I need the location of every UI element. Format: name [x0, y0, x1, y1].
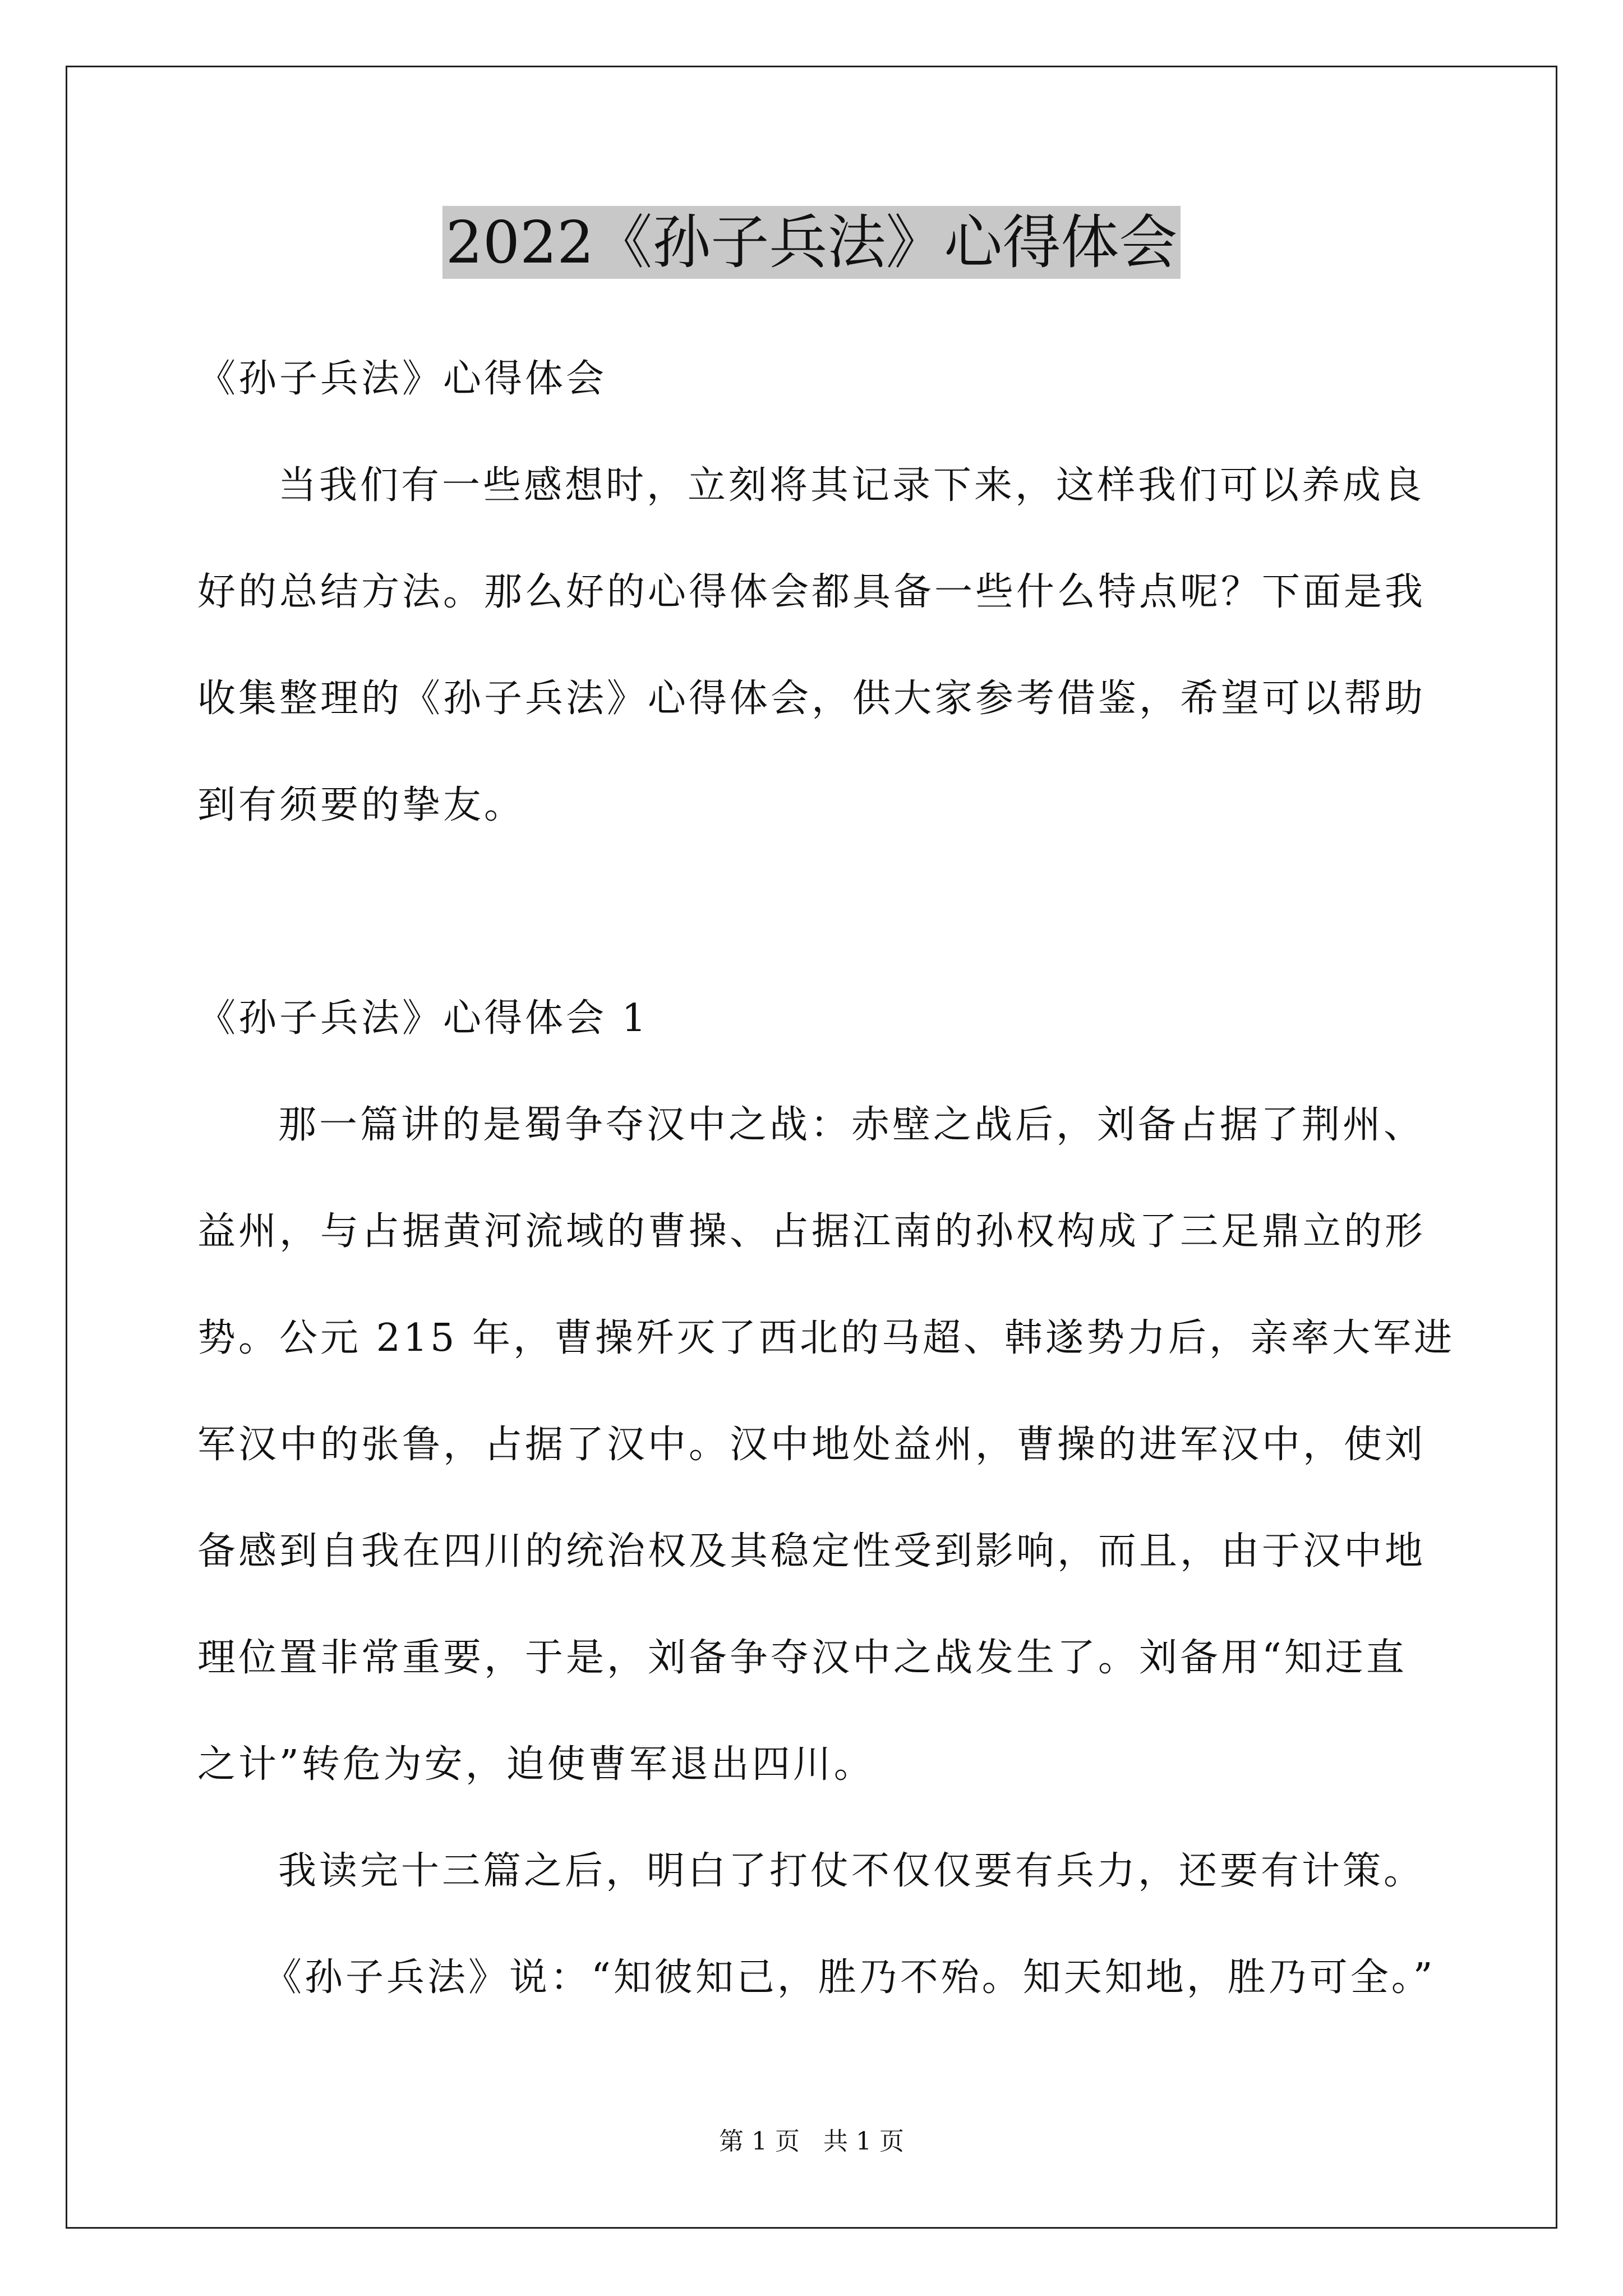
document-title: 2022《孙子兵法》心得体会 — [0, 203, 1623, 282]
paragraph-line: 那一篇讲的是蜀争夺汉中之战：赤壁之战后，刘备占据了荆州、 — [278, 1103, 1425, 1147]
paragraph-line: 收集整理的《孙子兵法》心得体会，供大家参考借鉴，希望可以帮助 — [197, 677, 1426, 721]
page-footer: 第 1 页 共 1 页 — [719, 2127, 904, 2156]
paragraph-line: 军汉中的张鲁，占据了汉中。汉中地处益州，曹操的进军汉中，使刘 — [197, 1423, 1426, 1467]
paragraph-line: 之计”转危为安，迫使曹军退出四川。 — [197, 1742, 875, 1787]
subtitle-line: 《孙子兵法》心得体会 — [197, 357, 607, 401]
paragraph-line: 理位置非常重要，于是，刘备争夺汉中之战发生了。刘备用“知迂直 — [197, 1636, 1407, 1680]
paragraph-line: 《孙子兵法》说：“知彼知己，胜乃不殆。知天知地，胜乃可全。” — [264, 1955, 1436, 2000]
section-heading: 《孙子兵法》心得体会 1 — [197, 996, 649, 1041]
paragraph-line: 势。公元 215 年，曹操歼灭了西北的马超、韩遂势力后，亲率大军进 — [197, 1316, 1455, 1360]
paragraph-line: 益州，与占据黄河流域的曹操、占据江南的孙权构成了三足鼎立的形 — [197, 1209, 1426, 1254]
paragraph-line: 好的总结方法。那么好的心得体会都具备一些什么特点呢？下面是我 — [197, 570, 1426, 614]
paragraph-line: 当我们有一些感想时，立刻将其记录下来，这样我们可以养成良 — [278, 463, 1425, 508]
paragraph-line: 我读完十三篇之后，明白了打仗不仅仅要有兵力，还要有计策。 — [278, 1849, 1425, 1893]
paragraph-line: 到有须要的挚友。 — [197, 783, 525, 827]
paragraph-line: 备感到自我在四川的统治权及其稳定性受到影响，而且，由于汉中地 — [197, 1529, 1426, 1573]
